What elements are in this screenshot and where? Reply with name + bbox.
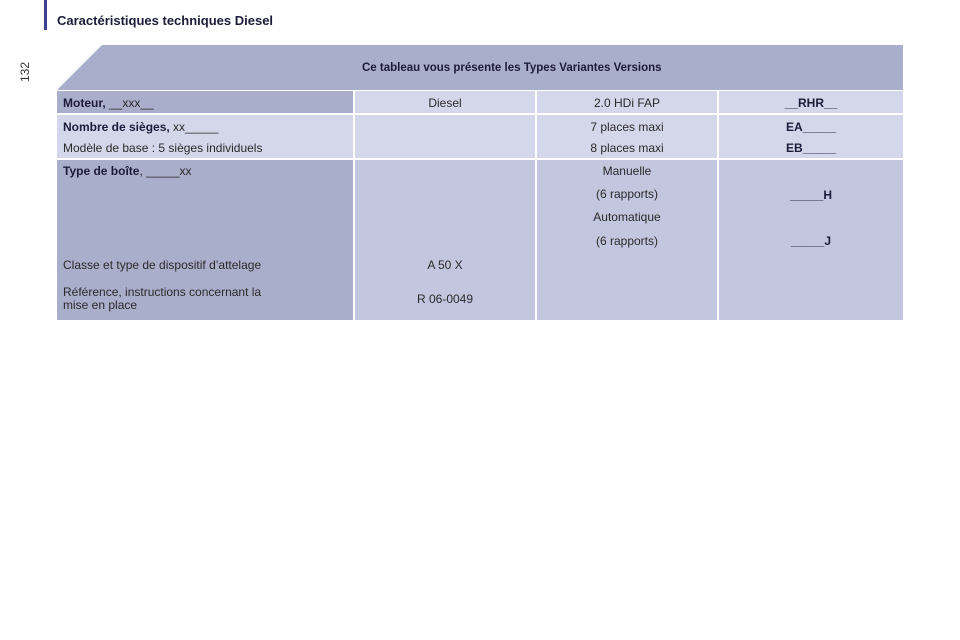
row-sieges-8-places: 8 places maxi <box>590 141 664 155</box>
row-boite-code-h: _____H <box>789 188 833 202</box>
row-reference-label-line1: Référence, instructions concernant la <box>63 285 262 299</box>
row-sieges-label: Nombre de sièges, xx_____ <box>63 120 219 134</box>
row-sieges-base-model: Modèle de base : 5 sièges individuels <box>63 141 263 155</box>
page-header-title: Caractéristiques techniques Diesel <box>57 13 274 28</box>
row-sieges-code-eb: EB_____ <box>785 141 837 155</box>
row-moteur-label: Moteur, __xxx__ <box>63 96 154 110</box>
row-boite-label: Type de boîte, _____xx <box>63 164 192 178</box>
row-moteur-engine: 2.0 HDi FAP <box>593 96 661 110</box>
row-boite-manuelle-rapports: (6 rapports) <box>595 187 659 201</box>
row-boite-code-j: _____J <box>790 234 832 248</box>
row-sieges-code-ea: EA_____ <box>785 120 837 134</box>
table-caption: Ce tableau vous présente les Types Variantes Versions <box>362 62 662 74</box>
header-accent-bar <box>44 0 47 30</box>
row-reference-label-line2: mise en place <box>63 298 138 312</box>
row-moteur-code: __RHR__ <box>784 96 838 110</box>
row-moteur-fuel: Diesel <box>428 96 462 110</box>
row-reference-value: R 06-0049 <box>416 292 474 306</box>
row-boite-automatique-rapports: (6 rapports) <box>595 234 659 248</box>
row-attelage-label: Classe et type de dispositif d’attelage <box>63 258 262 272</box>
page-number: 132 <box>18 61 32 82</box>
row-sieges-7-places: 7 places maxi <box>590 120 664 134</box>
row-boite-automatique: Automatique <box>593 210 661 224</box>
row-attelage-type: A 50 X <box>427 258 463 272</box>
row-sieges-col2-cell <box>355 115 535 158</box>
row-boite-manuelle: Manuelle <box>602 164 652 178</box>
